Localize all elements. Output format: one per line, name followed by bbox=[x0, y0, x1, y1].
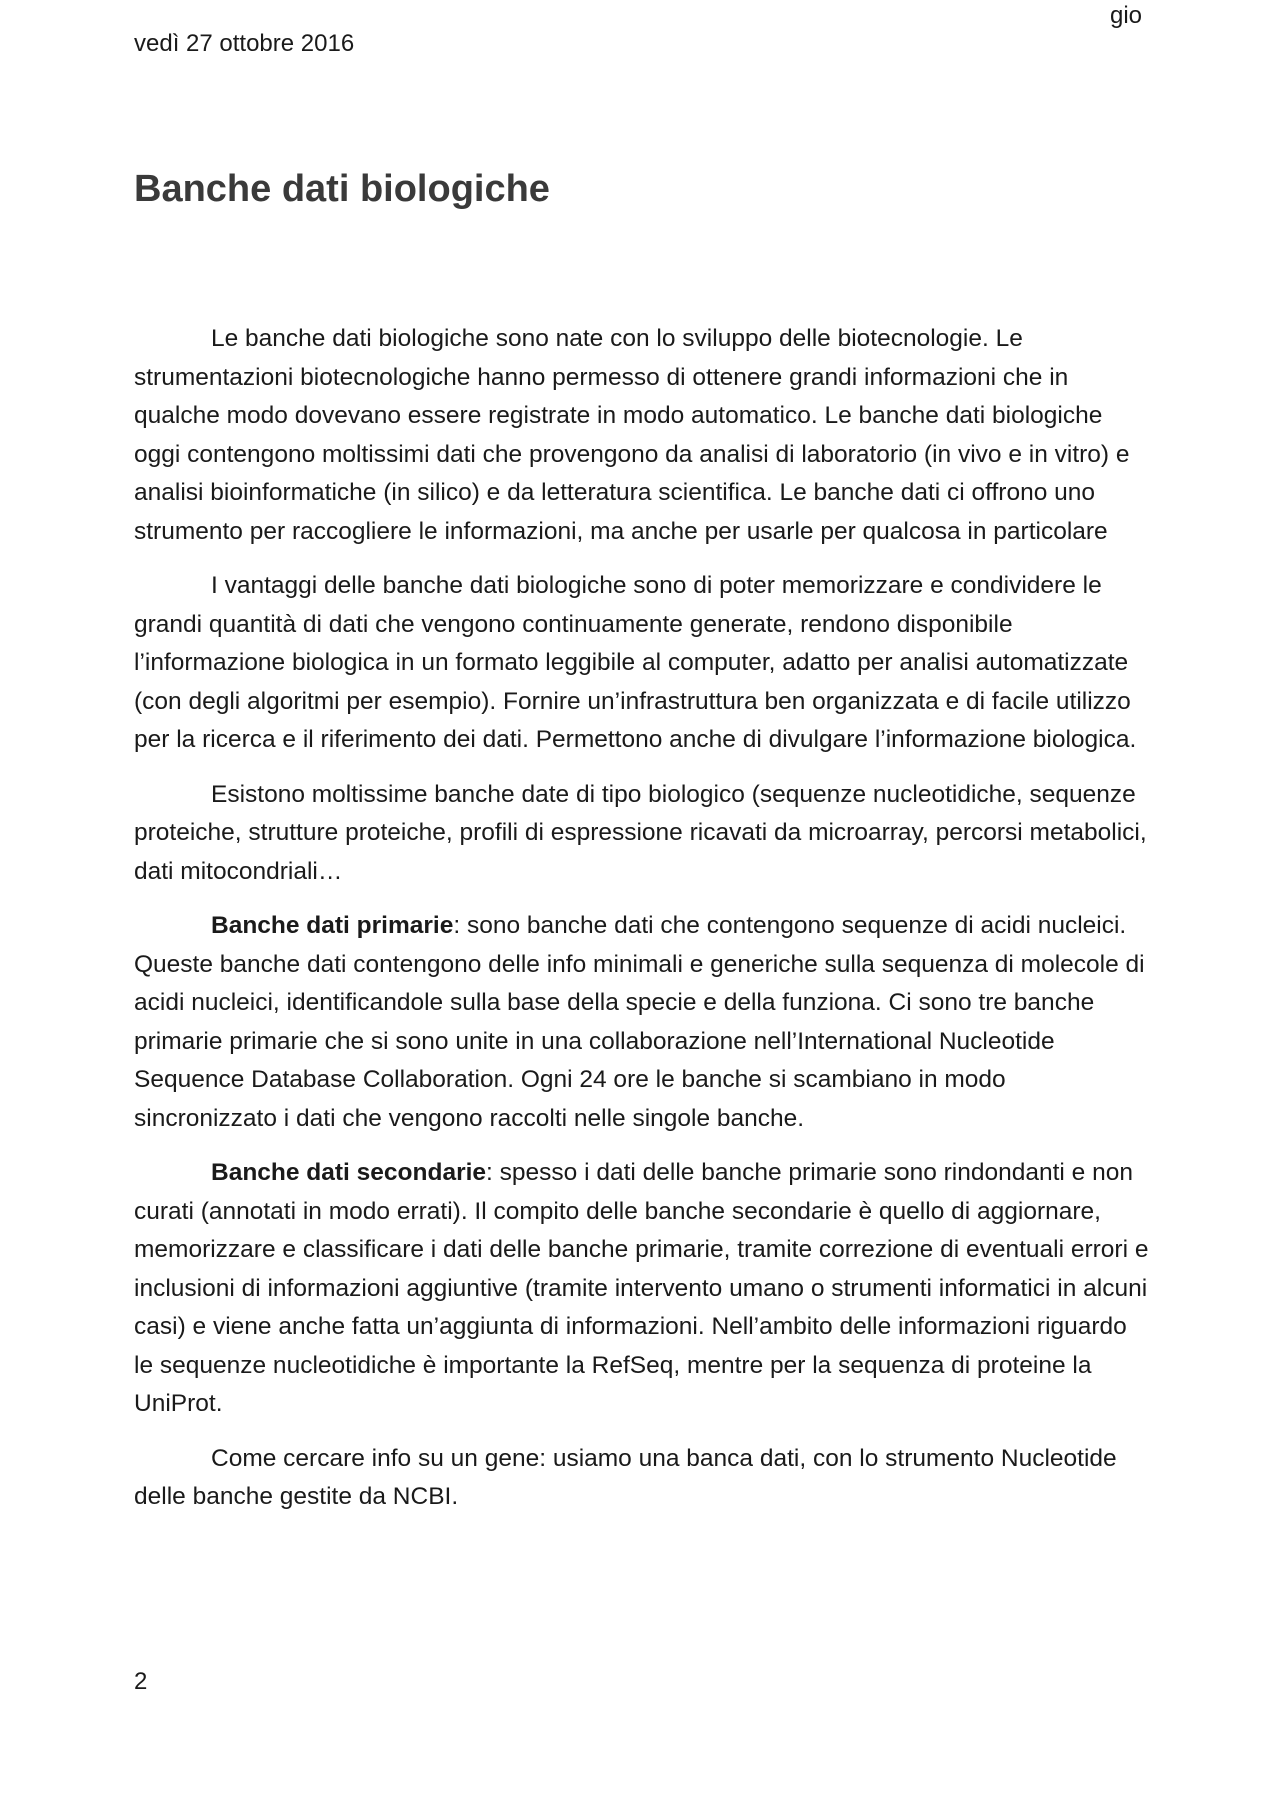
document-body bbox=[134, 320, 1150, 1533]
page-title: Banche dati biologiche bbox=[134, 168, 550, 210]
page-number: 2 bbox=[134, 1668, 148, 1695]
paragraph-secondary bbox=[134, 1154, 1150, 1424]
header-author: gio bbox=[1109, 2, 1142, 29]
header-date: vedì 27 ottobre 2016 bbox=[134, 30, 355, 57]
paragraph-search: Come cercare info su un gene: usiamo una banca dati, con lo strumento Nucleotide delle banche gestite da NCBI. bbox=[134, 1444, 1117, 1510]
paragraph-intro: Le banche dati biologiche sono nate con lo sviluppo delle biotecnologie. Le strumentazioni biotecnologiche hanno permesso di ottenere grandi informazioni che in qualche modo dovevano essere registrate in modo automatico. Le banche dati biologiche oggi contengono moltissimi dati che provengono da analisi di laboratorio (in vivo e in vitro) e analisi bioinformatiche (in silico) e da letteratura scientifica. Le banche dati ci offrono uno strumento per raccogliere le informazioni, ma anche per usarle per qualcosa in particolare bbox=[134, 325, 1130, 545]
paragraph-advantages: I vantaggi delle banche dati biologiche sono di poter memorizzare e condividere le grandi quantità di dati che vengono continuamente generate, rendono disponibile l’informazione biologica in un formato leggibile al computer, adatto per analisi automatizzate (con degli algoritmi per esempio). Fornire un’infrastruttura ben organizzata e di facile utilizzo per la ricerca e il riferimento dei dati. Permettono anche di divulgare l’informazione biologica. bbox=[134, 572, 1137, 753]
term-primary: Banche dati primarie bbox=[211, 912, 454, 939]
paragraph-secondary-text: : spesso i dati delle banche primarie sono rindondanti e non curati (annotati in modo errati). Il compito delle banche secondarie è quello di aggiornare, memorizzare e classificare i dati delle banche primarie, tramite correzione di eventuali errori e inclusioni di informazioni aggiuntive (tramite intervento umano o strumenti informatici in alcuni casi) e viene anche fatta un’aggiunta di informazioni. Nell’ambito delle informazioni riguardo le sequenze nucleotidiche è importante la RefSeq, mentre per la sequenza di proteine la UniProt. bbox=[134, 1159, 1149, 1417]
paragraph-types: Esistono moltissime banche date di tipo biologico (sequenze nucleotidiche, sequenze proteiche, strutture proteiche, profili di espressione ricavati da microarray, percorsi metabolici, dati mitocondriali… bbox=[134, 780, 1147, 885]
term-secondary: Banche dati secondarie bbox=[211, 1159, 487, 1186]
paragraph-primary-text: : sono banche dati che contengono sequenze di acidi nucleici. Queste banche dati contengono delle info minimali e generiche sulla sequenza di molecole di acidi nucleici, identificandole sulla base della specie e della funziona. Ci sono tre banche primarie primarie che si sono unite in una collaborazione nell’International Nucleotide Sequence Database Collaboration. Ogni 24 ore le banche si scambiano in modo sincronizzato i dati che vengono raccolti nelle singole banche. bbox=[134, 912, 1145, 1132]
paragraph-primary bbox=[134, 907, 1150, 1138]
